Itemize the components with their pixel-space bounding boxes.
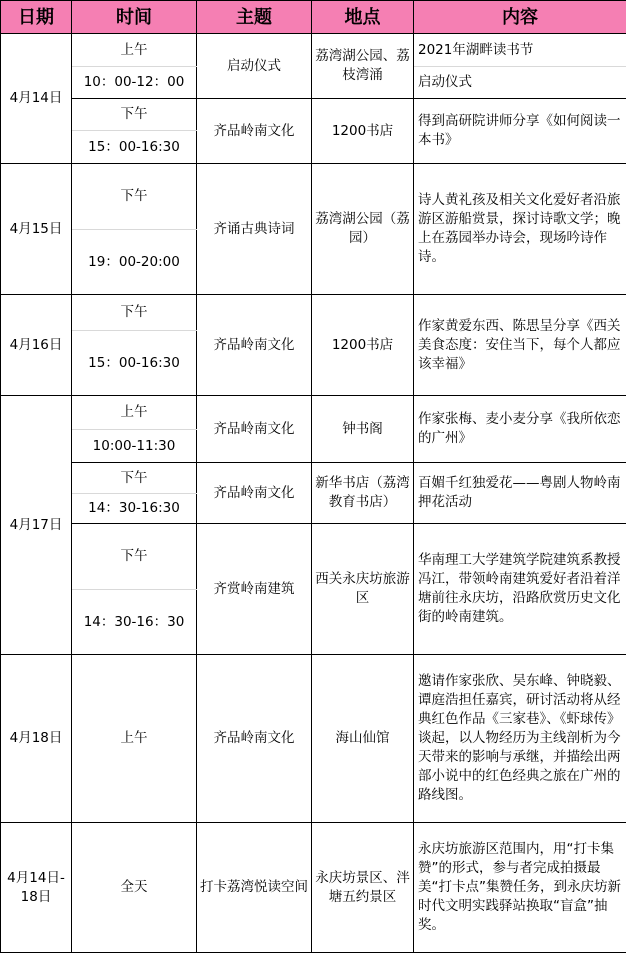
header-place: 地点 [312,1,414,34]
date-cell: 4月14日-18日 [1,823,72,953]
header-content: 内容 [414,1,626,34]
place-cell: 钟书阁 [312,396,414,463]
header-row [1,1,626,34]
period-cell: 上午 [72,34,197,67]
date-cell: 4月17日 [1,396,72,655]
table-row [1,396,626,430]
content-cell: 永庆坊旅游区范围内，用“打卡集赞”的形式，参与者完成拍摄最美“打卡点”集赞任务，到永庆坊新时代文明实践驿站换取“盲盒”抽奖。 [414,823,626,953]
content-cell: 邀请作家张欣、吴东峰、钟晓毅、谭庭浩担任嘉宾，研讨活动将从经典红色作品《三家巷》、《虾球传》谈起，以人物经历为主线剖析为今天带来的影响与承继，并描绘出两部小说中的红色经典之旅在广州的路线图。 [414,655,626,823]
time-cell: 15：00-16:30 [72,331,197,396]
table-row [1,524,626,590]
place-cell: 新华书店（荔湾教育书店） [312,463,414,524]
period-cell: 上午 [72,396,197,430]
place-cell: 海山仙馆 [312,655,414,823]
table-row [1,164,626,230]
period-cell: 上午 [72,655,197,823]
content-cell: 启动仪式 [414,67,626,99]
time-cell: 19：00-20:00 [72,230,197,295]
theme-cell: 齐赏岭南建筑 [197,524,312,655]
content-cell: 诗人黄礼孩及相关文化爱好者沿旅游区游船赏景，探讨诗歌文学；晚上在荔园举办诗会，现场吟诗作诗。 [414,164,626,295]
theme-cell: 打卡荔湾悦读空间 [197,823,312,953]
theme-cell: 齐品岭南文化 [197,463,312,524]
date-cell: 4月18日 [1,655,72,823]
period-cell: 下午 [72,295,197,331]
place-cell: 永庆坊景区、泮塘五约景区 [312,823,414,953]
period-cell: 下午 [72,99,197,131]
date-cell: 4月14日 [1,34,72,164]
table-row [1,655,626,823]
period-cell: 全天 [72,823,197,953]
place-cell: 荔湾湖公园（荔园） [312,164,414,295]
header-time: 时间 [72,1,197,34]
table-row [1,823,626,953]
content-cell: 作家黄爱东西、陈思呈分享《西关美食态度：安住当下，每个人都应该幸福》 [414,295,626,396]
date-cell: 4月15日 [1,164,72,295]
period-cell: 下午 [72,164,197,230]
time-cell: 15：00-16:30 [72,131,197,164]
time-cell: 14：30-16:30 [72,494,197,524]
time-cell: 10：00-12：00 [72,67,197,99]
place-cell: 1200书店 [312,295,414,396]
theme-cell: 齐品岭南文化 [197,99,312,164]
table-row [1,295,626,331]
theme-cell: 齐品岭南文化 [197,295,312,396]
content-cell: 百媚千红独爱花——粤剧人物岭南押花活动 [414,463,626,524]
header-date: 日期 [1,1,72,34]
table-row [1,99,626,131]
period-cell: 下午 [72,524,197,590]
theme-cell: 齐诵古典诗词 [197,164,312,295]
theme-cell: 齐品岭南文化 [197,655,312,823]
table-row [1,34,626,67]
period-cell: 下午 [72,463,197,494]
time-cell: 14：30-16：30 [72,590,197,655]
table-row [1,463,626,494]
date-cell: 4月16日 [1,295,72,396]
header-theme: 主题 [197,1,312,34]
time-cell: 10:00-11:30 [72,430,197,463]
content-cell: 得到高研院讲师分享《如何阅读一本书》 [414,99,626,164]
theme-cell: 齐品岭南文化 [197,396,312,463]
content-cell: 2021年湖畔读书节 [414,34,626,67]
content-cell: 华南理工大学建筑学院建筑系教授冯江，带领岭南建筑爱好者沿着洋塘前往永庆坊，沿路欣赏历史文化街的岭南建筑。 [414,524,626,655]
theme-cell: 启动仪式 [197,34,312,99]
place-cell: 荔湾湖公园、荔枝湾涌 [312,34,414,99]
content-cell: 作家张梅、麦小麦分享《我所依恋的广州》 [414,396,626,463]
place-cell: 1200书店 [312,99,414,164]
place-cell: 西关永庆坊旅游区 [312,524,414,655]
